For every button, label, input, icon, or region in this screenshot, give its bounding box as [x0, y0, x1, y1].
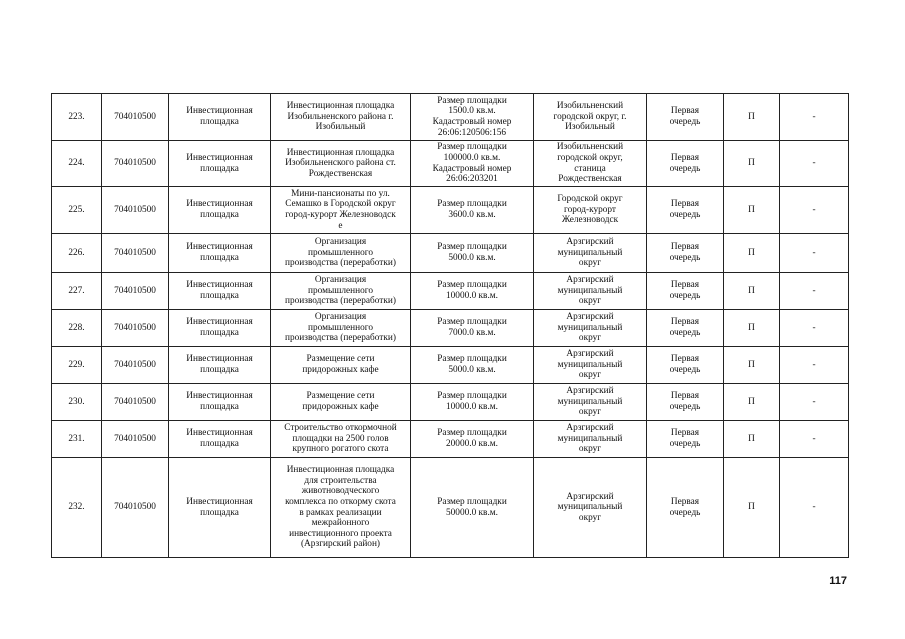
row-number: 226. — [52, 234, 102, 273]
row-priority: Первая очередь — [647, 273, 724, 310]
page-number: 117 — [829, 575, 847, 587]
row-number: 229. — [52, 347, 102, 384]
row-location: Арзгирский муниципальный округ — [534, 234, 647, 273]
row-mark: П — [724, 141, 780, 187]
row-type: Инвестиционная площадка — [169, 347, 271, 384]
table-row — [52, 234, 849, 273]
table-row — [52, 384, 849, 421]
row-location: Арзгирский муниципальный округ — [534, 347, 647, 384]
row-code: 704010500 — [102, 384, 169, 421]
table-row — [52, 187, 849, 234]
row-location: Изобильненский городской округ, г. Изобильный — [534, 94, 647, 141]
row-name: Мини-пансионаты по ул. Семашко в Городской округ город-курорт Железноводск е — [271, 187, 411, 234]
row-area: Размер площадки 100000.0 кв.м. Кадастровый номер 26:06:203201 — [411, 141, 534, 187]
row-name: Организация промышленного производства (переработки) — [271, 310, 411, 347]
row-type: Инвестиционная площадка — [169, 187, 271, 234]
row-code: 704010500 — [102, 141, 169, 187]
row-note: - — [780, 234, 849, 273]
row-location: Изобильненский городской округ, станица Рождественская — [534, 141, 647, 187]
row-mark: П — [724, 310, 780, 347]
row-mark: П — [724, 458, 780, 558]
row-location: Арзгирский муниципальный округ — [534, 310, 647, 347]
table-row — [52, 94, 849, 141]
row-code: 704010500 — [102, 458, 169, 558]
row-priority: Первая очередь — [647, 141, 724, 187]
row-priority: Первая очередь — [647, 94, 724, 141]
row-number: 227. — [52, 273, 102, 310]
row-name: Инвестиционная площадка для строительства животноводческого комплекса по откорму скота в рамках реализации межрайонного инвестиционного проекта (Арзгирский район) — [271, 458, 411, 558]
row-name: Размещение сети придорожных кафе — [271, 384, 411, 421]
row-type: Инвестиционная площадка — [169, 458, 271, 558]
row-mark: П — [724, 421, 780, 458]
row-location: Арзгирский муниципальный округ — [534, 384, 647, 421]
row-name: Организация промышленного производства (переработки) — [271, 234, 411, 273]
row-priority: Первая очередь — [647, 458, 724, 558]
row-code: 704010500 — [102, 421, 169, 458]
row-number: 224. — [52, 141, 102, 187]
row-note: - — [780, 458, 849, 558]
row-mark: П — [724, 384, 780, 421]
row-type: Инвестиционная площадка — [169, 310, 271, 347]
row-priority: Первая очередь — [647, 187, 724, 234]
row-type: Инвестиционная площадка — [169, 94, 271, 141]
row-area: Размер площадки 50000.0 кв.м. — [411, 458, 534, 558]
table-row — [52, 273, 849, 310]
row-name: Инвестиционная площадка Изобильненского района ст. Рождественская — [271, 141, 411, 187]
row-code: 704010500 — [102, 234, 169, 273]
row-priority: Первая очередь — [647, 234, 724, 273]
row-name: Инвестиционная площадка Изобильненского района г. Изобильный — [271, 94, 411, 141]
investment-sites-table — [51, 93, 849, 558]
row-area: Размер площадки 7000.0 кв.м. — [411, 310, 534, 347]
row-mark: П — [724, 94, 780, 141]
row-note: - — [780, 187, 849, 234]
row-area: Размер площадки 10000.0 кв.м. — [411, 273, 534, 310]
row-note: - — [780, 94, 849, 141]
row-code: 704010500 — [102, 347, 169, 384]
table-row — [52, 458, 849, 558]
row-code: 704010500 — [102, 310, 169, 347]
row-number: 225. — [52, 187, 102, 234]
row-note: - — [780, 384, 849, 421]
row-type: Инвестиционная площадка — [169, 273, 271, 310]
row-note: - — [780, 310, 849, 347]
row-number: 230. — [52, 384, 102, 421]
row-type: Инвестиционная площадка — [169, 384, 271, 421]
row-area: Размер площадки 1500.0 кв.м. Кадастровый номер 26:06:120506:156 — [411, 94, 534, 141]
row-number: 223. — [52, 94, 102, 141]
row-mark: П — [724, 234, 780, 273]
row-note: - — [780, 273, 849, 310]
table-row — [52, 347, 849, 384]
row-name: Размещение сети придорожных кафе — [271, 347, 411, 384]
row-area: Размер площадки 5000.0 кв.м. — [411, 234, 534, 273]
table-row — [52, 310, 849, 347]
row-location: Арзгирский муниципальный округ — [534, 421, 647, 458]
row-number: 228. — [52, 310, 102, 347]
row-priority: Первая очередь — [647, 384, 724, 421]
row-mark: П — [724, 273, 780, 310]
row-area: Размер площадки 20000.0 кв.м. — [411, 421, 534, 458]
row-type: Инвестиционная площадка — [169, 141, 271, 187]
row-location: Городской округ город-курорт Железноводск — [534, 187, 647, 234]
row-code: 704010500 — [102, 187, 169, 234]
row-priority: Первая очередь — [647, 347, 724, 384]
row-location: Арзгирский муниципальный округ — [534, 458, 647, 558]
row-mark: П — [724, 347, 780, 384]
row-priority: Первая очередь — [647, 310, 724, 347]
row-mark: П — [724, 187, 780, 234]
row-location: Арзгирский муниципальный округ — [534, 273, 647, 310]
row-priority: Первая очередь — [647, 421, 724, 458]
row-area: Размер площадки 10000.0 кв.м. — [411, 384, 534, 421]
row-note: - — [780, 141, 849, 187]
table-body — [52, 94, 849, 558]
row-area: Размер площадки 5000.0 кв.м. — [411, 347, 534, 384]
row-name: Строительство откормочной площадки на 2500 голов крупного рогатого скота — [271, 421, 411, 458]
row-number: 232. — [52, 458, 102, 558]
row-note: - — [780, 421, 849, 458]
row-area: Размер площадки 3600.0 кв.м. — [411, 187, 534, 234]
table-row — [52, 141, 849, 187]
row-code: 704010500 — [102, 94, 169, 141]
row-number: 231. — [52, 421, 102, 458]
row-name: Организация промышленного производства (переработки) — [271, 273, 411, 310]
table-row — [52, 421, 849, 458]
row-code: 704010500 — [102, 273, 169, 310]
row-note: - — [780, 347, 849, 384]
row-type: Инвестиционная площадка — [169, 234, 271, 273]
row-type: Инвестиционная площадка — [169, 421, 271, 458]
